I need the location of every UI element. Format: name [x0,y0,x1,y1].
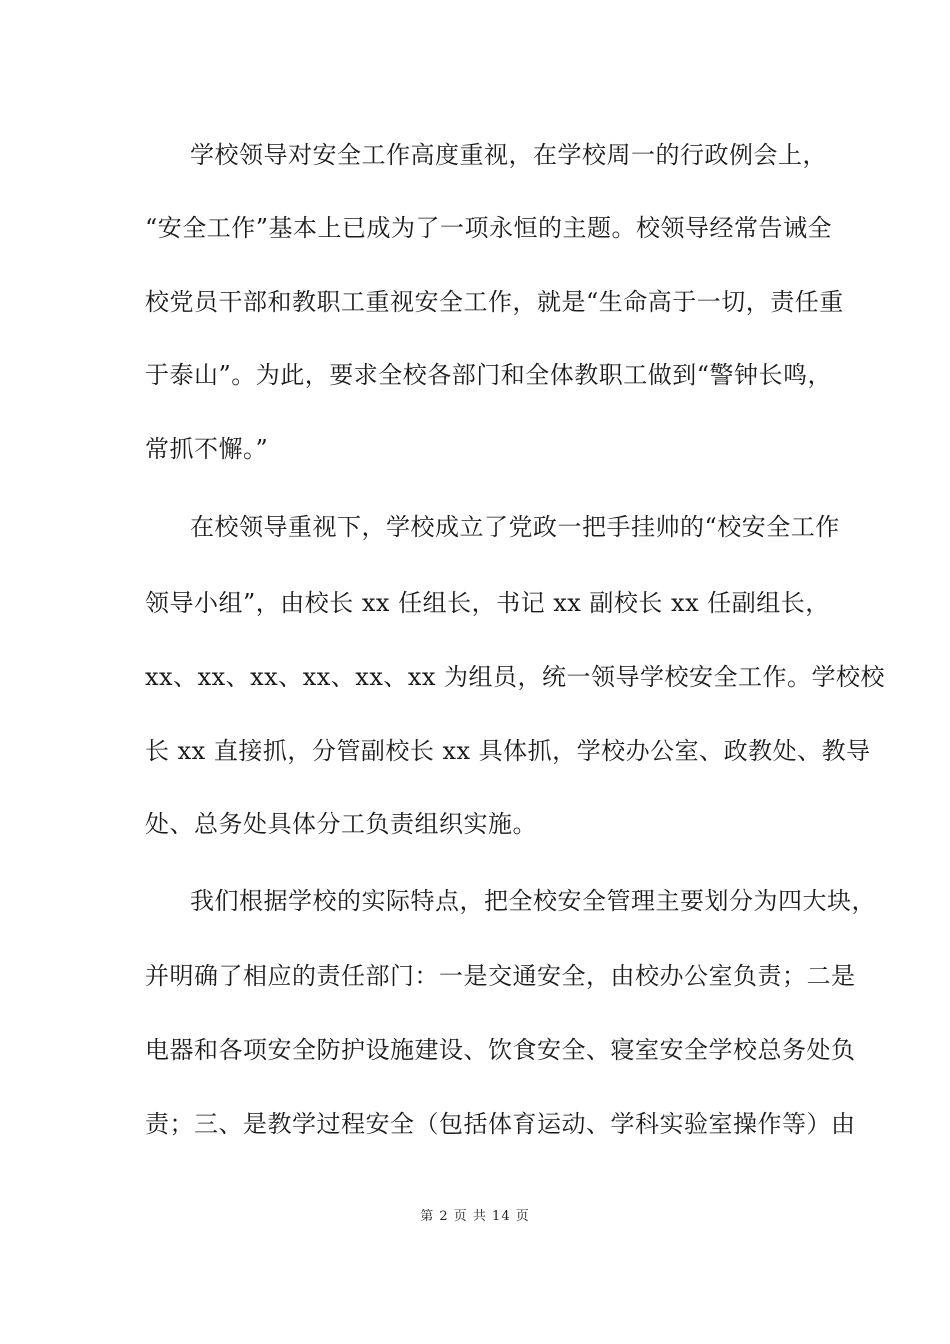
paragraph-2-line-4: 长 xx 直接抓，分管副校长 xx 具体抓，学校办公室、政教处、教导 [145,737,871,765]
paragraph-2-line-1: 在校领导重视下，学校成立了党政一把手挂帅的“校安全工作 [190,513,840,541]
paragraph-2-line-5: 处、总务处具体分工负责组织实施。 [145,810,537,838]
paragraph-3-line-4: 责；三、是教学过程安全（包括体育运动、学科实验室操作等）由 [145,1110,856,1138]
paragraph-1-line-3: 校党员干部和教职工重视安全工作，就是“生命高于一切，责任重 [145,288,844,316]
paragraph-1-line-1: 学校领导对安全工作高度重视，在学校周一的行政例会上， [190,141,827,169]
paragraph-2-line-2: 领导小组”，由校长 xx 任组长，书记 xx 副校长 xx 任副组长， [145,589,830,617]
paragraph-3-line-1: 我们根据学校的实际特点，把全校安全管理主要划分为四大块， [190,887,876,915]
paragraph-1-line-5: 常抓不懈。” [145,435,269,463]
page-number-footer: 第 2 页 共 14 页 [420,1209,530,1224]
paragraph-1-line-4: 于泰山”。为此，要求全校各部门和全体教职工做到“警钟长鸣， [145,361,833,389]
paragraph-2-line-3: xx、xx、xx、xx、xx、xx 为组员，统一领导学校安全工作。学校校 [145,663,886,691]
paragraph-1-line-2: “安全工作”基本上已成为了一项永恒的主题。校领导经常告诫全 [145,214,833,242]
paragraph-3-line-2: 并明确了相应的责任部门：一是交通安全，由校办公室负责；二是 [145,962,856,990]
paragraph-3-line-3: 电器和各项安全防护设施建设、饮食安全、寝室安全学校总务处负 [145,1036,856,1064]
